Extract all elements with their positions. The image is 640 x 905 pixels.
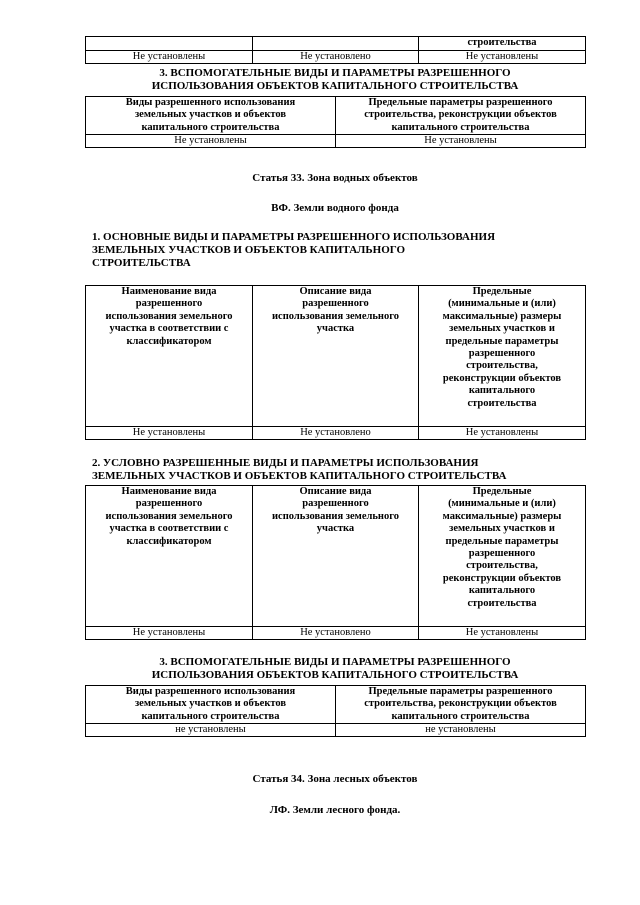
table-header-cell [253, 486, 419, 627]
header-line: строительства [467, 397, 537, 409]
section-heading-basic [92, 231, 592, 270]
table-cell: Не установлены [419, 627, 586, 640]
table-auxiliary-uses [85, 96, 586, 148]
header-line: Предельные [472, 286, 532, 297]
header-line: строительства, реконструкции объектов [364, 109, 557, 121]
table-header-cell [86, 686, 336, 724]
table-cell: Не установлено [253, 427, 419, 440]
header-line: Виды разрешенного использования [125, 686, 296, 697]
table-cell: не установлены [86, 724, 336, 737]
table-basic-uses [85, 285, 586, 440]
heading-line: 3. ВСПОМОГАТЕЛЬНЫЕ ВИДЫ И ПАРАМЕТРЫ РАЗРЕШЕННОГО [159, 656, 511, 668]
header-line: использования земельного [272, 310, 399, 322]
table-cell: строительства [419, 37, 586, 51]
header-line: капитального [468, 585, 536, 597]
header-line: земельных участков и [449, 323, 555, 335]
table-cell: Не установлены [419, 427, 586, 440]
zone-title: ВФ. Земли водного фонда [271, 202, 399, 214]
header-line: Описание вида [299, 486, 372, 497]
header-line: участка в соответствии с [109, 323, 229, 335]
header-line: разрешенного [135, 298, 203, 310]
header-line: использования земельного [105, 310, 233, 322]
table-header-cell [419, 286, 586, 427]
header-line: участка [316, 523, 355, 535]
header-line: (минимальные и (или) [448, 298, 556, 310]
table-header-cell [86, 97, 336, 135]
table-cell: Не установлены [419, 51, 586, 64]
article-title: Статья 34. Зона лесных объектов [252, 773, 418, 785]
table-auxiliary-uses-water [85, 685, 586, 737]
header-line: классификатором [126, 535, 212, 547]
header-line: Наименование вида [121, 286, 217, 297]
heading-line: ЗЕМЕЛЬНЫХ УЧАСТКОВ И ОБЪЕКТОВ КАПИТАЛЬНОГО [92, 244, 406, 256]
table-cell: Не установлены [86, 627, 253, 640]
header-line: использования земельного [272, 510, 399, 522]
heading-line: ЗЕМЕЛЬНЫХ УЧАСТКОВ И ОБЪЕКТОВ КАПИТАЛЬНОГО СТРОИТЕЛЬСТВА [92, 470, 507, 482]
table-header-cell [253, 286, 419, 427]
header-line: участка [316, 323, 355, 335]
header-line: реконструкции объектов [442, 372, 562, 384]
heading-line: СТРОИТЕЛЬСТВА [92, 257, 191, 269]
header-line: максимальные) размеры [442, 510, 562, 522]
header-line: разрешенного [135, 498, 203, 510]
header-line: использования земельного [105, 510, 233, 522]
header-line: Описание вида [299, 286, 372, 297]
heading-line: 1. ОСНОВНЫЕ ВИДЫ И ПАРАМЕТРЫ РАЗРЕШЕННОГО ИСПОЛЬЗОВАНИЯ [92, 231, 496, 243]
section-heading-conditional [92, 457, 592, 483]
header-line: строительства, [466, 560, 538, 572]
heading-line: 3. ВСПОМОГАТЕЛЬНЫЕ ВИДЫ И ПАРАМЕТРЫ РАЗРЕШЕННОГО [159, 67, 511, 79]
header-line: Виды разрешенного использования [125, 97, 296, 108]
table-cell: Не установлены [86, 427, 253, 440]
header-line: предельные параметры [445, 335, 559, 347]
article-title: Статья 33. Зона водных объектов [252, 172, 418, 184]
header-line: Предельные [472, 486, 532, 497]
table-header-cell [86, 486, 253, 627]
table-cell: не установлены [336, 724, 586, 737]
header-line: капитального [468, 385, 536, 397]
table-conditional-uses [85, 485, 586, 640]
header-line: разрешенного [468, 548, 536, 560]
header-line: капитального строительства [391, 710, 530, 722]
header-line: капитального строительства [141, 121, 280, 133]
table-cell: Не установлено [253, 627, 419, 640]
section-heading-auxiliary [85, 656, 585, 682]
header-line: земельных участков и объектов [134, 109, 287, 121]
table-cell: Не установлено [253, 51, 419, 64]
header-line: земельных участков и объектов [134, 698, 287, 710]
header-line: капитального строительства [141, 710, 280, 722]
table-header-cell [336, 97, 586, 135]
header-line: Наименование вида [121, 486, 217, 497]
heading-line: ИСПОЛЬЗОВАНИЯ ОБЪЕКТОВ КАПИТАЛЬНОГО СТРОИТЕЛЬСТВА [151, 80, 519, 92]
table-header-cell [336, 686, 586, 724]
header-line: капитального строительства [391, 121, 530, 133]
header-line: земельных участков и [449, 523, 555, 535]
header-line: строительства, [466, 360, 538, 372]
header-line: предельные параметры [445, 535, 559, 547]
table-cell: Не установлены [86, 135, 336, 148]
zone-title: ЛФ. Земли лесного фонда. [269, 804, 401, 816]
header-line: участка в соответствии с [109, 523, 229, 535]
header-line: Предельные параметры разрешенного [368, 686, 553, 697]
header-line: разрешенного [468, 348, 536, 360]
header-line: (минимальные и (или) [448, 498, 556, 510]
table-cell: Не установлены [86, 51, 253, 64]
header-line: разрешенного [302, 498, 369, 510]
table-cell [86, 37, 253, 51]
header-line: разрешенного [302, 298, 369, 310]
header-line: классификатором [126, 335, 212, 347]
header-line: максимальные) размеры [442, 310, 562, 322]
heading-line: 2. УСЛОВНО РАЗРЕШЕННЫЕ ВИДЫ И ПАРАМЕТРЫ ИСПОЛЬЗОВАНИЯ [92, 457, 479, 469]
header-line: строительства, реконструкции объектов [364, 698, 557, 710]
header-line: строительства [467, 597, 537, 609]
section-heading-auxiliary [85, 67, 585, 93]
header-line: реконструкции объектов [442, 572, 562, 584]
table-header-cell [419, 486, 586, 627]
header-line: Предельные параметры разрешенного [368, 97, 553, 108]
heading-line: ИСПОЛЬЗОВАНИЯ ОБЪЕКТОВ КАПИТАЛЬНОГО СТРОИТЕЛЬСТВА [151, 669, 519, 681]
table-header-cell [86, 286, 253, 427]
table-cell [253, 37, 419, 51]
table-continuation [85, 36, 586, 64]
table-cell: Не установлены [336, 135, 586, 148]
